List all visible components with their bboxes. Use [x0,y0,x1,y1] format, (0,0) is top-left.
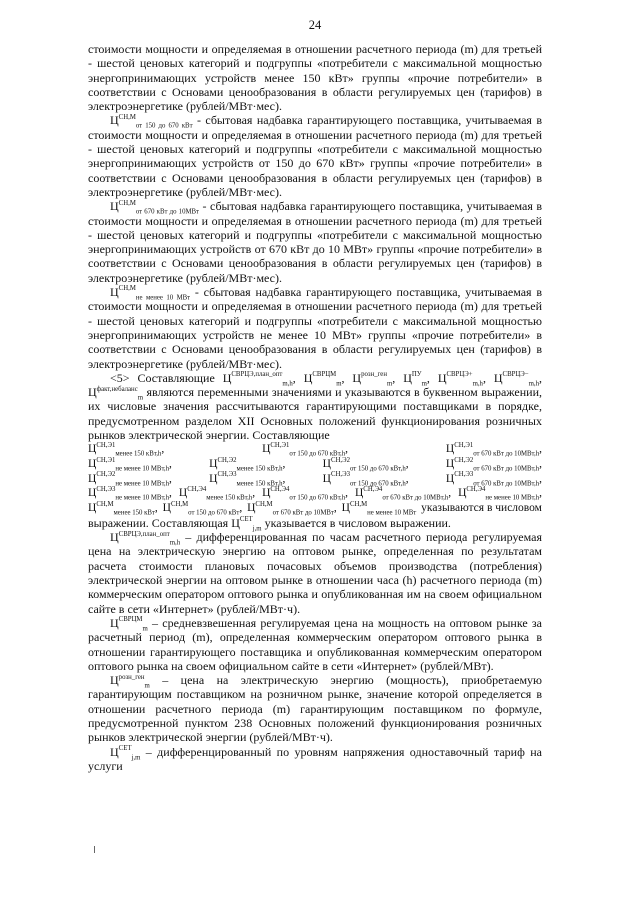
formula-symbol: $Ц^{розн\_ген}_m$ [352,370,393,388]
paragraph-sn-m-670-10 [88,199,542,285]
components-list [88,442,542,516]
formula-symbol: $Ц^{СН,Э1}_{менее 150 кВт,h}$, [88,441,165,458]
paragraph-sn-m-10 [88,285,542,371]
paragraph-text: являются переменными значениями и указываются в буквенном выражении, их числовые значения рассчитываются гарантирующими поставщиками в порядке, предусмотренном разделом XII Основных положений функционирования розничных рынков электрической энергии. Составляющие [88,385,542,443]
formula-symbol: $Ц^{СН,М}_{менее 150 кВт}$, [88,500,158,517]
paragraph-text: - сбытовая надбавка гарантирующего поставщика, учитываемая в стоимости мощности и определяемая в отношении расчетного периода (m) для третьей - шестой ценовых категорий и подгруппы «потребители с максимальной мощностью энергопринимающих устройств не менее 10 МВт» группы «прочие потребители» в соответствии с Основами ценообразования в области регулируемых цен (тарифов) в электроэнергетике (рублей/МВт·мес). [88,285,542,371]
components-row-4 [88,501,542,516]
paragraph-text: – средневзвешенная регулируемая цена на мощность на оптовом рынке за расчетный период (m), определенная коммерческим оператором оптового рынка в отношении гарантирующего поставщика и опубликованная коммерческим оператором оптового рынка на своем официальном сайте в сети «Интернет» (рублей/МВт). [88,615,542,673]
formula-symbol: $Ц^{СН,Э4}_{от 150 до 670 кВт,h}$, [262,486,348,502]
formula-symbol: $Ц^{СН,М}_{от 150 до 670 кВт}$ [110,113,193,130]
paragraph-rozn-gen [88,673,542,744]
formula-symbol: $Ц^{СВРЦЭ,план\_опт}_{m,h}$ [222,370,293,388]
formula-symbol: $Ц^{ПУ}_m$ [403,370,427,388]
paragraph-text: - сбытовая надбавка гарантирующего поставщика, учитываемая в стоимости мощности и определяемая в отношении расчетного периода (m) для третьей - шестой ценовых категорий и подгруппы «потребители с максимальной мощностью энергопринимающих устройств от 670 кВт до 10 МВт» группы «прочие потребители» в соответствии с Основами ценообразования в области регулируемых цен (тарифов) в электроэнергетике (рублей/МВт·мес). [88,199,542,285]
formula-symbol: $Ц^{СН,М}_{от 150 до 670 кВт}$, [162,500,243,517]
formula-symbol: $Ц^{СН,Э4}_{не менее 10 МВт,h}$, [458,486,542,502]
footnote-lead: <5> Составляющие [110,370,223,385]
formula-symbol: $Ц^{СВРЦЭ,план\_опт}_{m,h}$ [110,530,181,547]
formula-symbol: $Ц^{СН,М}_{от 670 кВт до 10МВт}$, [247,500,337,517]
formula-symbol: $Ц^{СН,Э2}_{от 670 кВт до 10МВт,h}$, [445,456,542,473]
formula-symbol: $Ц^{СН,М}_{от 670 кВт до 10МВт}$ [110,199,200,216]
paragraph-set-component [88,515,542,533]
formula-symbol: $Ц^{СН,Э3}_{от 670 кВт до 10МВт,h}$, [445,471,542,488]
paragraph-continuation [88,42,542,113]
components-row-3 [88,486,542,501]
paragraph-svrcm [88,616,542,673]
formula-symbol: $Ц^{СВРЦМ}_m$ [110,615,148,633]
formula-symbol: $Ц^{СЕТ}_{j,m}$ [231,515,262,533]
formula-symbol: $Ц^{СН,Э3}_{не менее 10 МВт,h}$, [88,486,172,502]
paragraph-text: выражении. Составляющая [88,515,232,530]
paragraph-text: – цена на электрическую энергию (мощность), приобретаемую гарантирующим поставщиком на розничном рынке, значение которой определяется в отношении расчетного периода (m) гарантирующим поставщиком по формуле, предусмотренной пунктом 238 Основных положений функционирования розничных рынков электрической энергии (рублей/МВт·ч). [88,673,542,745]
components-row-1 [88,457,542,472]
paragraph-svrce-plan [88,530,542,616]
formula-symbol: $Ц^{СН,Э3}_{от 150 до 670 кВт,h}$, [322,471,409,488]
formula-symbol: $Ц^{СН,Э4}_{от 670 кВт до 10МВт,h}$, [354,486,452,502]
formula-symbol: $Ц^{СН,Э1}_{от 670 кВт до 10МВт,h}$, [445,441,542,458]
formula-symbol: $Ц^{СВРЦМ}_m$ [303,370,342,388]
document-body [88,42,542,773]
formula-symbol: $Ц^{СН,Э2}_{не менее 10 МВт,h}$, [88,471,172,488]
formula-symbol: $Ц^{СН,Э1}_{не менее 10 МВт,h}$, [88,456,172,473]
paragraph-text: стоимости мощности и определяемая в отношении расчетного периода (m) для третьей - шестой ценовых категорий и подгруппы «потребители с максимальной мощностью энергопринимающих устройств менее 150 кВт» группы «прочие потребители» в соответствии с Основами ценообразования в области регулируемых цен (тарифов) в электроэнергетике (рублей/МВт·мес). [88,42,542,114]
paragraph-sn-m-150-670 [88,113,542,199]
paragraph-text: указываются в числовом [421,502,542,515]
formula-symbol: $Ц^{СВРЦЭ+}_{m,h}$ [437,370,483,388]
formula-symbol: $Ц^{СН,Э4}_{менее 150 кВт,h}$, [178,486,256,502]
formula-symbol: $Ц^{СН,М}_{не менее 10 МВт}$ [110,285,191,302]
paragraph-text: – дифференцированный по уровням напряжения одноставочный тариф на услуги [88,744,542,773]
formula-symbol: $Ц^{СЕТ}_{j,m}$ [110,744,141,761]
formula-symbol: $Ц^{СВРЦЭ-}_{m,h}$ [493,370,540,388]
formula-symbol: $Ц^{СН,Э1}_{от 150 до 670 кВт,h}$, [262,441,349,458]
formula-symbol: $Ц^{СН,Э2}_{от 150 до 670 кВт,h}$, [322,456,409,473]
paragraph-set [88,745,542,774]
scan-mark [94,846,95,853]
paragraph-text: указывается в числовом выражении. [261,515,451,530]
components-row-2 [88,472,542,487]
formula-symbol: $Ц^{розн\_ген}_m$ [110,673,150,690]
paragraph-text: - сбытовая надбавка гарантирующего поставщика, учитываемая в стоимости мощности и определяемая в отношении расчетного периода (m) для третьей - шестой ценовых категорий и подгруппы «потребители с максимальной мощностью энергопринимающих устройств от 150 до 670 кВт» группы «прочие потребители» в соответствии с Основами ценообразования в области регулируемых цен (тарифов) в электроэнергетике (рублей/МВт·мес). [88,113,542,199]
paragraph-text: – дифференцированная по часам расчетного периода регулируемая цена на электрическую энергию на оптовом рынке, определенная по результатам расчета стоимости плановых почасовых объемов производства (потребления) электрической энергии на оптовом рынке в отношении часа (h) расчетного периода (m) коммерческим оператором оптового рынка и опубликованная им на своем официальном сайте в сети «Интернет» (рублей/МВт·ч). [88,530,542,616]
page-number: 24 [308,18,322,32]
formula-symbol: $Ц^{СН,Э3}_{менее 150 кВт,h}$, [209,471,286,488]
formula-symbol: $Ц^{СН,Э2}_{менее 150 кВт,h}$, [209,456,286,473]
paragraph-note-5: <5> Составляющие $Ц^{СВРЦЭ,план\_опт}_{m,h}$, $Ц^{СВРЦМ}_m$, $Ц^{розн\_ген}_m$, $Ц^{ПУ}_m$, $Ц^{СВРЦЭ+}_{m,h}$, $Ц^{СВРЦЭ-}_{m,h}$, $Ц^{факт,небаланс}_m$ являются переменными значениями и указываются в буквенном выражении, их числовые значения рассчитываются гарантирующими поставщиками в порядке, предусмотренном разделом XII Основных положений функционирования розничных рынков электрической энергии. Составляющие [88,370,543,443]
components-row-0 [88,442,542,457]
formula-symbol: $Ц^{факт,небаланс}_m$ [88,385,144,402]
formula-symbol: $Ц^{СН,М}_{не менее 10 МВт}$ [341,500,417,517]
